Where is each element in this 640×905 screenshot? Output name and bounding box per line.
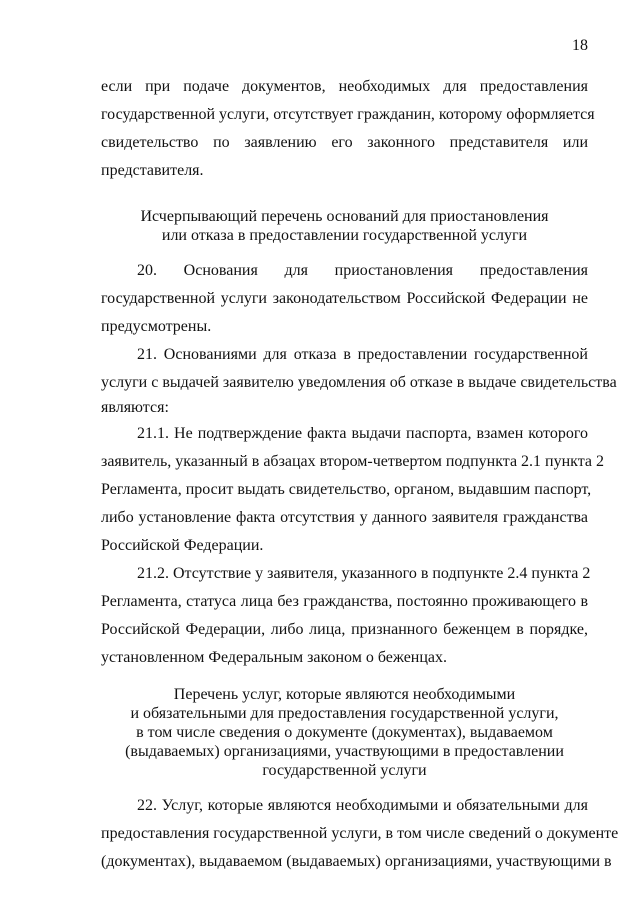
- section-heading: и обязательными для предоставления государственной услуги,: [130, 705, 559, 722]
- text-line: 21.1. Не подтверждение факта выдачи паспорта, взамен которого: [137, 425, 588, 442]
- text-line: свидетельство по заявлению его законного представителя или: [101, 134, 588, 151]
- section-heading: Исчерпывающий перечень оснований для приостановления: [140, 208, 549, 225]
- text-line: Российской Федерации.: [101, 537, 264, 554]
- page-number: 18: [572, 37, 588, 54]
- section-heading: или отказа в предоставлении государственной услуги: [161, 227, 528, 244]
- text-line: государственной услуги законодательством Российской Федерации не: [101, 290, 588, 307]
- section-heading: (выдаваемых) организациями, участвующими в предоставлении: [125, 743, 564, 760]
- text-line: либо установление факта отсутствия у данного заявителя гражданства: [101, 509, 588, 526]
- text-line: 21.2. Отсутствие у заявителя, указанного в подпункте 2.4 пункта 2: [137, 565, 591, 582]
- text-line: государственной услуги, отсутствует гражданин, которому оформляется: [101, 106, 595, 123]
- text-line: 21. Основаниями для отказа в предоставлении государственной: [137, 346, 588, 363]
- text-line: если при подаче документов, необходимых для предоставления: [101, 78, 588, 95]
- text-line: (документах), выдаваемом (выдаваемых) организациями, участвующими в: [101, 853, 612, 870]
- section-heading: в том числе сведения о документе (документах), выдаваемом: [136, 724, 553, 741]
- text-line: 22. Услуг, которые являются необходимыми и обязательными для: [137, 797, 588, 814]
- text-line: услуги с выдачей заявителю уведомления об отказе в выдаче свидетельства: [101, 374, 617, 391]
- text-line: предусмотрены.: [101, 318, 212, 335]
- text-line: являются:: [101, 399, 169, 416]
- text-line: заявитель, указанный в абзацах втором-четвертом подпункта 2.1 пункта 2: [101, 453, 605, 470]
- text-line: предоставления государственной услуги, в том числе сведений о документе: [101, 825, 619, 842]
- text-line: Регламента, статуса лица без гражданства, постоянно проживающего в: [101, 593, 588, 610]
- section-heading: государственной услуги: [262, 762, 427, 779]
- text-line: 20. Основания для приостановления предоставления: [137, 262, 588, 279]
- text-line: представителя.: [101, 162, 204, 179]
- text-line: установленном Федеральным законом о беженцах.: [101, 649, 448, 666]
- text-line: Регламента, просит выдать свидетельство, органом, выдавшим паспорт,: [101, 481, 592, 498]
- section-heading: Перечень услуг, которые являются необходимыми: [173, 686, 516, 703]
- text-line: Российской Федерации, либо лица, признанного беженцем в порядке,: [101, 621, 588, 638]
